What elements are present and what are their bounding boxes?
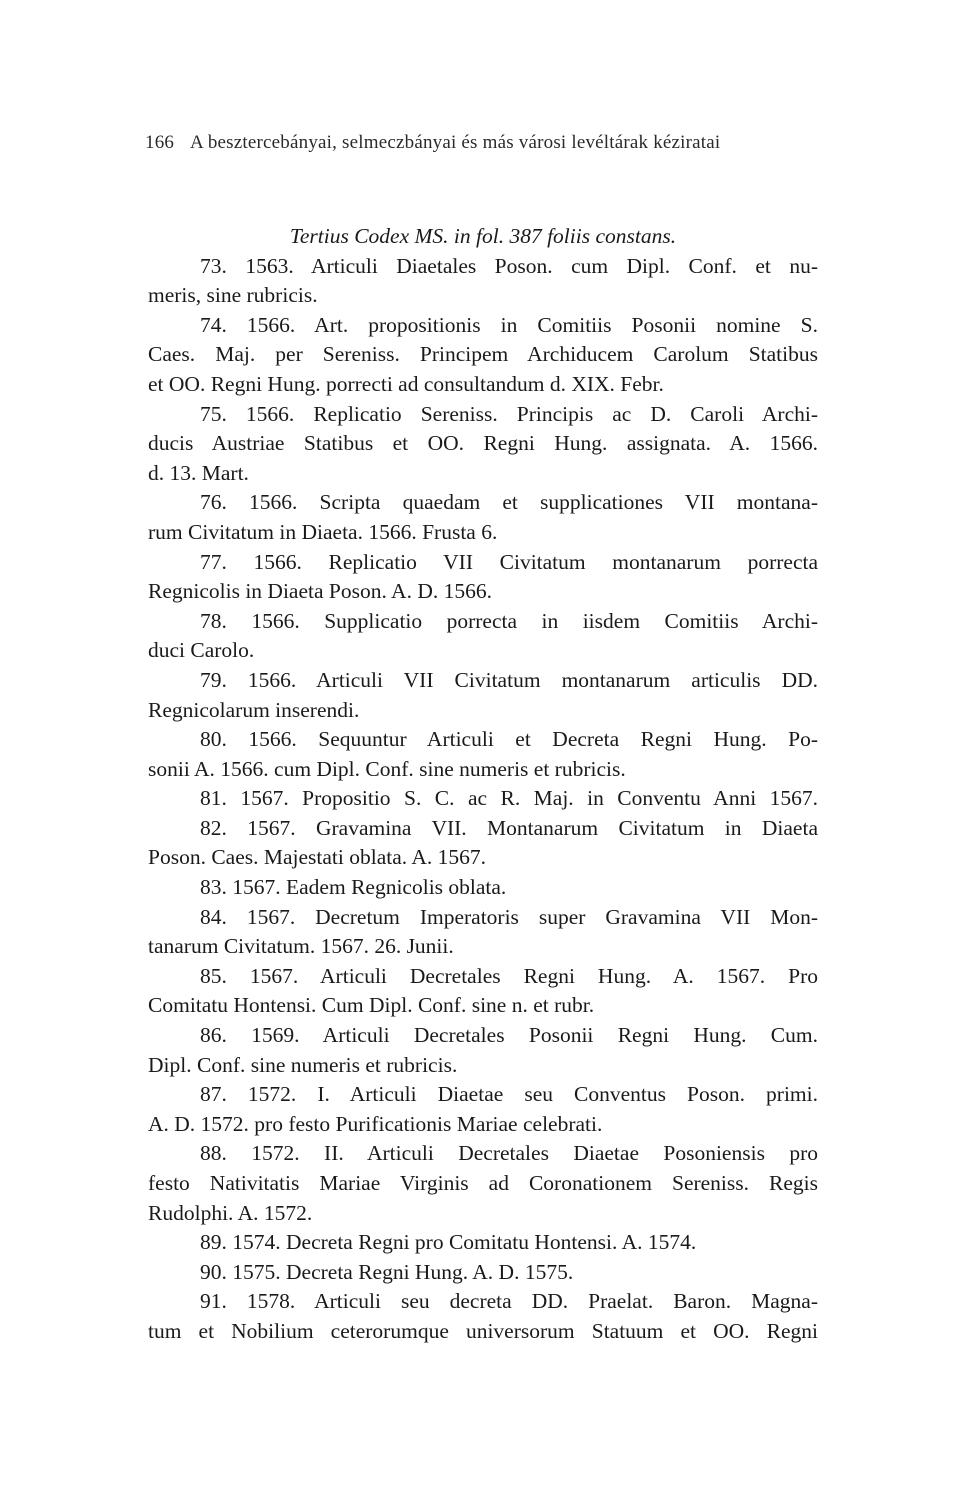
- catalogue-line: Comitatu Hontensi. Cum Dipl. Conf. sine n. et rubr.: [148, 993, 595, 1018]
- catalogue-line: 91. 1578. Articuli seu decreta DD. Praelat. Baron. Magna-: [200, 1289, 818, 1314]
- catalogue-line: 76. 1566. Scripta quaedam et supplicationes VII montana-: [200, 490, 818, 515]
- catalogue-line: Poson. Caes. Majestati oblata. A. 1567.: [148, 845, 486, 870]
- catalogue-line: 79. 1566. Articuli VII Civitatum montanarum articulis DD.: [200, 667, 818, 692]
- catalogue-line: Caes. Maj. per Sereniss. Principem Archiducem Carolum Statibus: [148, 342, 818, 367]
- catalogue-line: 88. 1572. II. Articuli Decretales Diaetae Posoniensis pro: [200, 1141, 818, 1166]
- catalogue-line: 86. 1569. Articuli Decretales Posonii Regni Hung. Cum.: [200, 1023, 818, 1048]
- catalogue-line: 74. 1566. Art. propositionis in Comitiis Posonii nomine S.: [200, 312, 818, 337]
- catalogue-text: [148, 222, 818, 1347]
- catalogue-line: ducis Austriae Statibus et OO. Regni Hung. assignata. A. 1566.: [148, 431, 818, 456]
- catalogue-line: 87. 1572. I. Articuli Diaetae seu Conventus Poson. primi.: [200, 1082, 818, 1107]
- page-number: 166: [145, 132, 175, 153]
- section-title: Tertius Codex MS. in fol. 387 foliis constans.: [289, 224, 677, 248]
- catalogue-line: 89. 1574. Decreta Regni pro Comitatu Hontensi. A. 1574.: [200, 1230, 697, 1255]
- catalogue-line: sonii A. 1566. cum Dipl. Conf. sine numeris et rubricis.: [148, 756, 626, 781]
- catalogue-line: d. 13. Mart.: [148, 460, 249, 485]
- catalogue-line: 82. 1567. Gravamina VII. Montanarum Civitatum in Diaeta: [200, 815, 818, 840]
- catalogue-line: A. D. 1572. pro festo Purificationis Mariae celebrati.: [148, 1111, 603, 1136]
- catalogue-line: et OO. Regni Hung. porrecti ad consultandum d. XIX. Febr.: [148, 371, 664, 396]
- catalogue-line: duci Carolo.: [148, 638, 255, 663]
- catalogue-line: Rudolphi. A. 1572.: [148, 1200, 313, 1225]
- catalogue-line: tum et Nobilium ceterorumque universorum Statuum et OO. Regni: [148, 1318, 818, 1343]
- running-header: [145, 132, 720, 154]
- catalogue-line: tanarum Civitatum. 1567. 26. Junii.: [148, 934, 454, 959]
- catalogue-line: Dipl. Conf. sine numeris et rubricis.: [148, 1052, 458, 1077]
- catalogue-line: 80. 1566. Sequuntur Articuli et Decreta Regni Hung. Po-: [200, 727, 818, 752]
- running-title: A besztercebányai, selmeczbányai és más városi levéltárak kéziratai: [190, 132, 721, 153]
- catalogue-line: 85. 1567. Articuli Decretales Regni Hung. A. 1567. Pro: [200, 963, 818, 988]
- catalogue-line: 90. 1575. Decreta Regni Hung. A. D. 1575.: [200, 1259, 574, 1284]
- catalogue-line: rum Civitatum in Diaeta. 1566. Frusta 6.: [148, 519, 498, 544]
- catalogue-line: 77. 1566. Replicatio VII Civitatum montanarum porrecta: [200, 549, 818, 574]
- catalogue-line: 83. 1567. Eadem Regnicolis oblata.: [200, 875, 507, 900]
- catalogue-line: meris, sine rubricis.: [148, 283, 318, 308]
- catalogue-line: 84. 1567. Decretum Imperatoris super Gravamina VII Mon-: [200, 904, 818, 929]
- catalogue-line: 81. 1567. Propositio S. C. ac R. Maj. in Conventu Anni 1567.: [200, 786, 818, 811]
- catalogue-line: festo Nativitatis Mariae Virginis ad Coronationem Sereniss. Regis: [148, 1171, 818, 1195]
- catalogue-line: Regnicolis in Diaeta Poson. A. D. 1566.: [148, 579, 492, 604]
- catalogue-line: 75. 1566. Replicatio Sereniss. Principis ac D. Caroli Archi-: [200, 401, 818, 426]
- catalogue-line: 78. 1566. Supplicatio porrecta in iisdem Comitiis Archi-: [200, 608, 818, 633]
- catalogue-line: Regnicolarum inserendi.: [148, 697, 360, 722]
- catalogue-line: 73. 1563. Articuli Diaetales Poson. cum Dipl. Conf. et nu-: [200, 253, 818, 278]
